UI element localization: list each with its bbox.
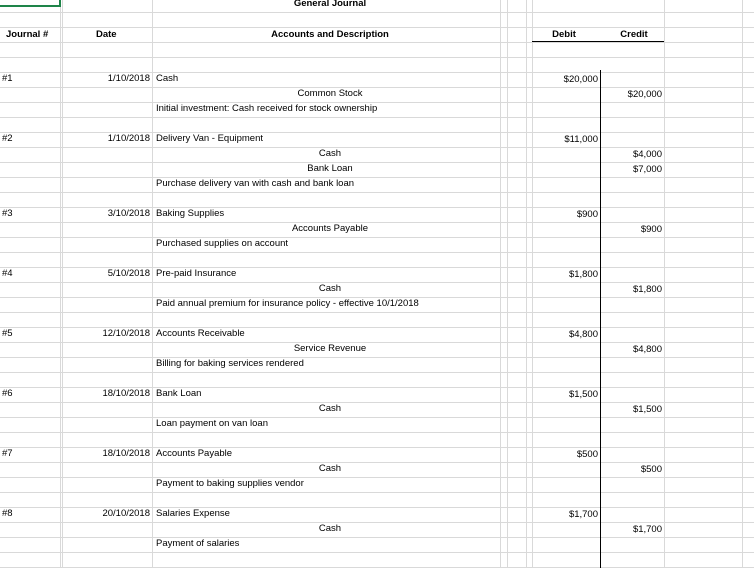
- entry-number[interactable]: #3: [2, 208, 13, 219]
- credit-account[interactable]: Service Revenue: [293, 343, 367, 354]
- journal-title: General Journal: [293, 0, 367, 9]
- debit-account[interactable]: Salaries Expense: [156, 508, 230, 519]
- entry-description[interactable]: Payment of salaries: [156, 538, 240, 549]
- credit-account[interactable]: Cash: [318, 463, 342, 474]
- grid-row-line: [0, 192, 754, 193]
- debit-amount[interactable]: $11,000: [564, 134, 598, 145]
- credit-amount[interactable]: $4,800: [632, 344, 662, 355]
- credit-account[interactable]: Bank Loan: [307, 163, 353, 174]
- entry-description[interactable]: Initial investment: Cash received for stock ownership: [156, 103, 378, 114]
- entry-description[interactable]: Purchased supplies on account: [156, 238, 289, 249]
- grid-row-line: [0, 42, 754, 43]
- entry-date[interactable]: 1/10/2018: [107, 73, 150, 84]
- grid-row-line: [0, 27, 754, 28]
- selected-cell-handle[interactable]: [59, 0, 61, 7]
- debit-column-border: [600, 70, 601, 568]
- entry-description[interactable]: Billing for baking services rendered: [156, 358, 304, 369]
- entry-number[interactable]: #6: [2, 388, 13, 399]
- credit-amount[interactable]: $20,000: [627, 89, 662, 100]
- debit-account[interactable]: Bank Loan: [156, 388, 202, 399]
- entry-description[interactable]: Payment to baking supplies vendor: [156, 478, 304, 489]
- debit-amount[interactable]: $500: [576, 449, 598, 460]
- entry-description[interactable]: Purchase delivery van with cash and bank loan: [156, 178, 355, 189]
- header-journal[interactable]: Journal #: [6, 29, 49, 40]
- entry-number[interactable]: #5: [2, 328, 13, 339]
- debit-account[interactable]: Delivery Van - Equipment: [156, 133, 264, 144]
- grid-row-line: [0, 372, 754, 373]
- debit-amount[interactable]: $900: [576, 209, 598, 220]
- entry-date[interactable]: 12/10/2018: [102, 328, 150, 339]
- entry-number[interactable]: #7: [2, 448, 13, 459]
- entry-number[interactable]: #2: [2, 133, 13, 144]
- header-accounts[interactable]: Accounts and Description: [271, 29, 389, 40]
- credit-amount[interactable]: $1,800: [632, 284, 662, 295]
- credit-amount[interactable]: $1,500: [632, 404, 662, 415]
- debit-amount[interactable]: $1,800: [568, 269, 598, 280]
- entry-date[interactable]: 5/10/2018: [107, 268, 150, 279]
- selected-cell-indicator: [0, 5, 60, 7]
- debit-account[interactable]: Accounts Receivable: [156, 328, 245, 339]
- debit-account[interactable]: Cash: [156, 73, 179, 84]
- credit-amount[interactable]: $500: [640, 464, 662, 475]
- entry-description[interactable]: Loan payment on van loan: [156, 418, 268, 429]
- debit-amount[interactable]: $20,000: [563, 74, 598, 85]
- debit-account[interactable]: Accounts Payable: [156, 448, 233, 459]
- grid-row-line: [0, 177, 754, 178]
- header-debit[interactable]: Debit: [552, 29, 576, 40]
- credit-account[interactable]: Cash: [318, 523, 342, 534]
- header-credit[interactable]: Credit: [620, 29, 648, 40]
- entry-date[interactable]: 18/10/2018: [102, 448, 150, 459]
- entry-date[interactable]: 3/10/2018: [107, 208, 150, 219]
- entry-number[interactable]: #1: [2, 73, 13, 84]
- credit-amount[interactable]: $4,000: [632, 149, 662, 160]
- grid-row-line: [0, 57, 754, 58]
- grid-row-line: [0, 552, 754, 553]
- grid-row-line: [0, 117, 754, 118]
- grid-row-line: [0, 477, 754, 478]
- debit-amount[interactable]: $1,500: [568, 389, 598, 400]
- debit-amount[interactable]: $1,700: [568, 509, 598, 520]
- debit-account[interactable]: Baking Supplies: [156, 208, 225, 219]
- credit-amount[interactable]: $900: [640, 224, 662, 235]
- credit-account[interactable]: Cash: [318, 283, 342, 294]
- credit-account[interactable]: Cash: [318, 148, 342, 159]
- credit-amount[interactable]: $7,000: [632, 164, 662, 175]
- grid-row-line: [0, 12, 754, 13]
- entry-number[interactable]: #8: [2, 508, 13, 519]
- grid-row-line: [0, 357, 754, 358]
- credit-account[interactable]: Cash: [318, 403, 342, 414]
- credit-account[interactable]: Accounts Payable: [291, 223, 369, 234]
- grid-row-line: [0, 432, 754, 433]
- entry-date[interactable]: 20/10/2018: [102, 508, 150, 519]
- credit-account[interactable]: Common Stock: [297, 88, 363, 99]
- header-date[interactable]: Date: [96, 29, 117, 40]
- entry-date[interactable]: 1/10/2018: [107, 133, 150, 144]
- grid-row-line: [0, 252, 754, 253]
- grid-row-line: [0, 312, 754, 313]
- grid-row-line: [0, 537, 754, 538]
- grid-row-line: [0, 492, 754, 493]
- grid-row-line: [0, 417, 754, 418]
- debit-amount[interactable]: $4,800: [568, 329, 598, 340]
- debit-account[interactable]: Pre-paid Insurance: [156, 268, 237, 279]
- credit-amount[interactable]: $1,700: [632, 524, 662, 535]
- header-underline: [532, 41, 664, 42]
- entry-date[interactable]: 18/10/2018: [102, 388, 150, 399]
- grid-row-line: [0, 237, 754, 238]
- entry-description[interactable]: Paid annual premium for insurance policy - effective 10/1/2018: [156, 298, 419, 309]
- entry-number[interactable]: #4: [2, 268, 13, 279]
